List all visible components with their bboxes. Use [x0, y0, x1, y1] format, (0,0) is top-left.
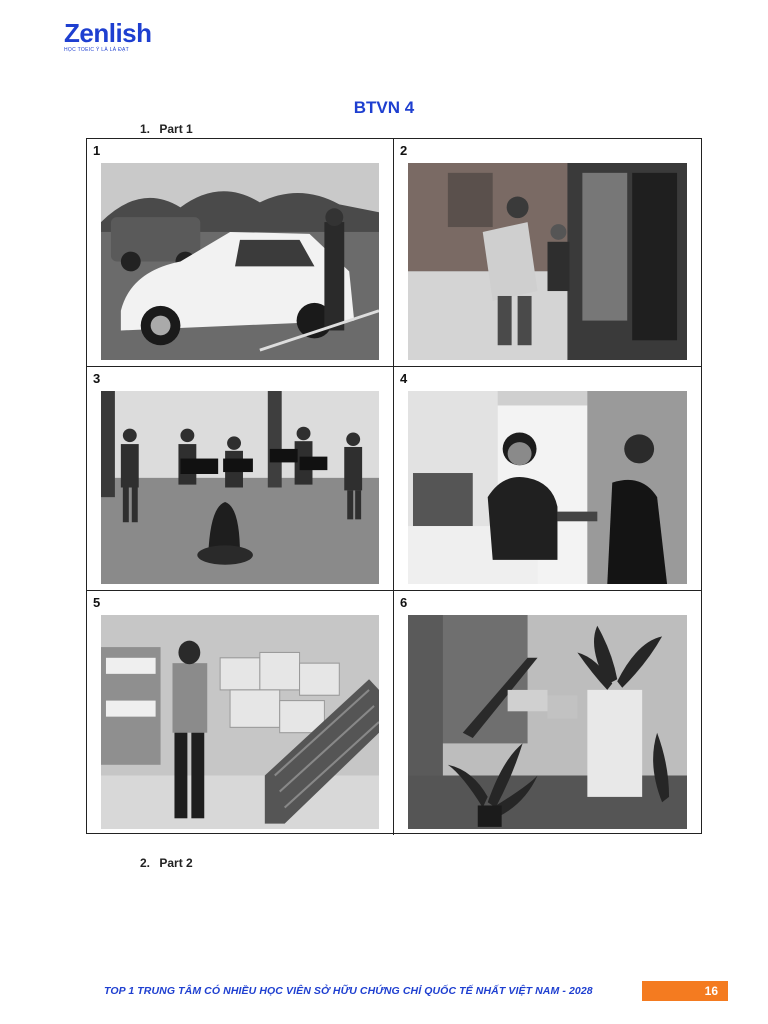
photo-number: 5: [93, 595, 101, 610]
office-reception-photo: [408, 391, 687, 584]
page-title: BTVN 4: [353, 98, 415, 117]
brand-name: Zenlish: [64, 18, 152, 48]
footer-slogan: TOP 1 TRUNG TÂM CÓ NHIỀU HỌC VIÊN SỞ HỮU CHỨNG CHỈ QUỐC TẾ NHẤT VIỆT NAM - 2028: [104, 985, 593, 997]
section-part-1: [140, 122, 193, 136]
photo-cell-3: [87, 367, 394, 591]
photo-cell-2: [394, 139, 701, 367]
musicians-outdoor-photo: [101, 391, 379, 584]
warehouse-boxes-photo: [101, 615, 379, 829]
section-number: 1.: [140, 122, 151, 136]
photo-cell-4: [394, 367, 701, 591]
section-label: Part 2: [159, 856, 193, 870]
photo-number: 3: [93, 371, 101, 386]
section-number: 2.: [140, 856, 151, 870]
page-number-badge: 16: [642, 981, 728, 1001]
photo-cell-6: [394, 591, 701, 835]
brand-logo: [64, 18, 164, 58]
photo-number: 6: [400, 595, 408, 610]
lobby-plants-photo: [408, 615, 687, 829]
car-parking-photo: [101, 163, 379, 360]
brand-tagline: HỌC TOEIC Ý LÀ LÀ ĐẠT: [64, 47, 130, 53]
photo-number: 1: [93, 143, 101, 158]
photo-number: 4: [400, 371, 408, 386]
section-label: Part 1: [159, 122, 193, 136]
photo-cell-1: [87, 139, 394, 367]
photo-number: 2: [400, 143, 408, 158]
truck-loading-photo: [408, 163, 687, 360]
photo-cell-5: [87, 591, 394, 835]
section-part-2: [140, 856, 193, 870]
photo-grid: [86, 138, 702, 834]
